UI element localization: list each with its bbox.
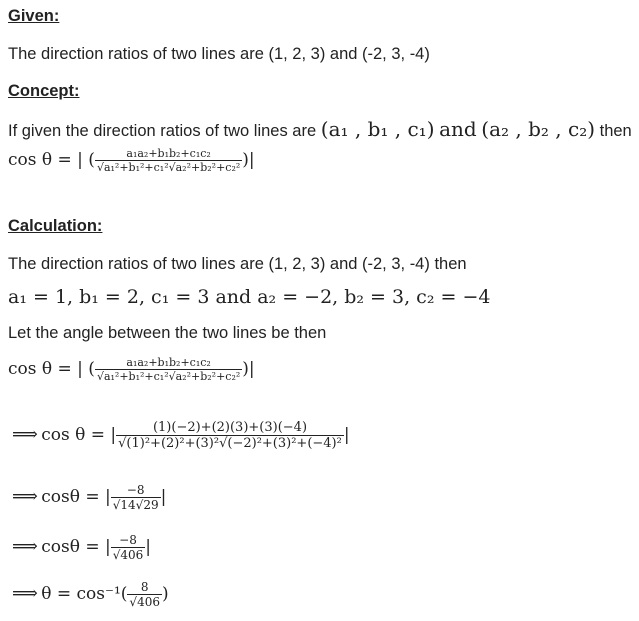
step1-den-b: (−2)²+(3)²+(−4)² <box>227 436 342 451</box>
calculation-formula-num: a₁a₂+b₁b₂+c₁c₂ <box>126 356 211 369</box>
implies-arrow-3: ⟹ <box>12 536 36 557</box>
step4-rhs: ) <box>161 584 169 604</box>
concept-formula-lhs: cos θ = | ( <box>8 150 95 170</box>
step3 <box>12 533 151 562</box>
implies-arrow-1: ⟹ <box>12 424 36 445</box>
concept-formula-den-a: a₁²+b₁²+c₁² <box>103 161 169 174</box>
step1 <box>12 420 350 451</box>
step1-num: (1)(−2)+(2)(3)+(3)(−4) <box>152 420 308 435</box>
step3-den: 406 <box>120 548 144 562</box>
step2 <box>12 483 166 512</box>
step2-rhs: | <box>160 487 167 507</box>
step2-den-a: 14 <box>120 498 136 512</box>
step2-den-b: 29 <box>143 498 159 512</box>
concept-formula-rhs: )| <box>242 150 255 170</box>
calculation-formula <box>8 356 255 383</box>
calculation-formula-den-a: a₁²+b₁²+c₁² <box>103 370 169 383</box>
step1-rhs: | <box>343 425 350 445</box>
concept-then: then <box>599 122 632 140</box>
concept-set1: (a₁ , b₁ , c₁) <box>320 117 435 141</box>
concept-set2: (a₂ , b₂ , c₂) <box>481 117 596 141</box>
concept-text: If given the direction ratios of two lines are <box>8 122 317 140</box>
concept-formula-den-b: a₂²+b₂²+c₂² <box>175 161 241 174</box>
step2-fraction: $\frac{-8}{√14√29}$ <box>112 483 159 512</box>
concept-heading: Concept: <box>8 82 80 100</box>
calculation-formula-fraction: $\frac{\text{a₁a₂+b₁b₂+c₁c₂}}{\text{√a₁²+b₁²+c₁²√a₂²+b₂²+c₂²}}$ <box>96 356 241 383</box>
concept-formula-fraction: $\frac{\text{a₁a₂+b₁b₂+c₁c₂}}{\text{√a₁²+b₁²+c₁²√a₂²+b₂²+c₂²}}$ <box>96 147 241 174</box>
step4-num: 8 <box>140 580 149 594</box>
concept-formula-num: a₁a₂+b₁b₂+c₁c₂ <box>126 147 211 160</box>
step1-lhs: cos θ = | <box>41 425 117 445</box>
calculation-formula-den-b: a₂²+b₂²+c₂² <box>175 370 241 383</box>
given-heading: Given: <box>8 7 60 25</box>
calculation-heading: Calculation: <box>8 217 103 235</box>
step3-num: −8 <box>119 533 137 547</box>
step4 <box>12 580 169 609</box>
calculation-formula-rhs: )| <box>242 359 255 379</box>
step3-rhs: | <box>145 537 152 557</box>
calculation-formula-lhs: cos θ = | ( <box>8 359 95 379</box>
concept-and: and <box>439 117 477 141</box>
implies-arrow-4: ⟹ <box>12 583 36 604</box>
concept-formula <box>8 147 255 174</box>
step2-lhs: cosθ = | <box>41 487 111 507</box>
step2-num: −8 <box>126 483 145 497</box>
implies-arrow-2: ⟹ <box>12 486 36 507</box>
step4-fraction: $\frac{8}{√406}$ <box>129 580 160 609</box>
calculation-text: The direction ratios of two lines are (1, 2, 3) and (-2, 3, -4) then <box>8 255 467 273</box>
calculation-angle-text: Let the angle between the two lines be then <box>8 324 327 342</box>
step4-lhs: θ = cos⁻¹( <box>41 584 128 604</box>
step3-fraction: $\frac{-8}{√406}$ <box>112 533 144 562</box>
concept-text-line <box>8 117 632 141</box>
calculation-values: a₁ = 1, b₁ = 2, c₁ = 3 and a₂ = −2, b₂ = 3, c₂ = −4 <box>8 286 491 308</box>
step3-lhs: cosθ = | <box>41 537 111 557</box>
given-text: The direction ratios of two lines are (1, 2, 3) and (-2, 3, -4) <box>8 45 430 63</box>
step1-fraction: $\frac{(1)(-2)+(2)(3)+(3)(-4)}{\text{√(1)²+(2)²+(3)²√(−2)²+(3)²+(−4)²}}$ <box>118 420 342 451</box>
step4-den: 406 <box>137 595 160 609</box>
step1-den-a: (1)²+(2)²+(3)² <box>126 436 220 451</box>
